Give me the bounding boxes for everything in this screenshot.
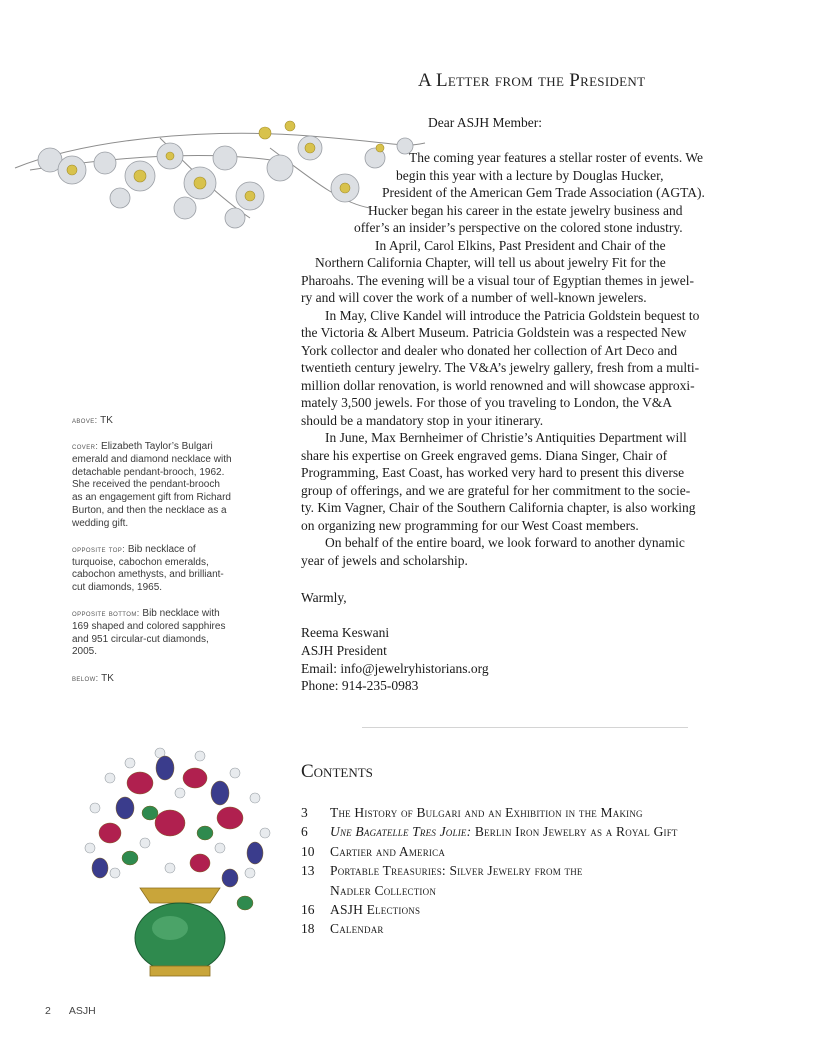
toc-item[interactable] bbox=[301, 805, 771, 824]
caption-text: TK bbox=[98, 672, 114, 684]
toc-title-rest: Berlin Iron Jewelry as a Royal Gift bbox=[471, 824, 678, 840]
caption-label: opposite top: bbox=[72, 543, 126, 554]
caption-label: opposite bottom: bbox=[72, 608, 140, 619]
caption-above bbox=[72, 414, 232, 428]
letter-line: Pharoahs. The evening will be a visual tour of Egyptian themes in jewel- bbox=[301, 272, 695, 288]
table-of-contents bbox=[301, 805, 771, 941]
image-captions bbox=[72, 414, 232, 698]
letter-line: President of the American Gem Trade Association (AGTA). bbox=[382, 185, 705, 200]
toc-item[interactable] bbox=[301, 921, 771, 940]
caption-label: above: bbox=[72, 415, 98, 425]
caption-text: Bib necklace of turquoise, cabochon emeralds, cabochon amethysts, and brilliant-cut diamonds, 1965. bbox=[72, 543, 224, 593]
publication-name: ASJH bbox=[68, 1005, 96, 1017]
toc-title bbox=[330, 824, 678, 840]
letter-line: the Victoria & Albert Museum. Patricia Goldstein was a respected New bbox=[301, 325, 687, 340]
letter-line: mately 3,500 jewels. For those of you traveling to London, the V&A bbox=[301, 395, 672, 410]
toc-title: Nadler Collection bbox=[330, 882, 437, 898]
letter-line: million dollar renovation, is world renowned and will showcase approxi- bbox=[301, 377, 695, 393]
toc-title: ASJH Elections bbox=[330, 901, 421, 917]
letter-line: In May, Clive Kandel will introduce the Patricia Goldstein bequest to bbox=[325, 307, 700, 323]
letter-line: year of jewels and scholarship. bbox=[301, 552, 468, 568]
toc-item[interactable] bbox=[301, 902, 771, 921]
letter-line: The coming year features a stellar roster of events. We bbox=[409, 150, 704, 165]
gem-bouquet-brooch-image bbox=[70, 738, 290, 978]
letter-line: ry and will cover the work of a number of well-known jewelers. bbox=[301, 290, 647, 305]
toc-page-number: 18 bbox=[301, 921, 315, 937]
caption-text: Bib necklace with 169 shaped and colored sapphires and 951 circular-cut diamonds, 2005. bbox=[72, 608, 226, 658]
page-number: 2 bbox=[45, 1005, 51, 1017]
caption-text: TK bbox=[97, 415, 113, 426]
letter-line: should be a mandatory stop in your itinerary. bbox=[301, 412, 544, 428]
signature-block bbox=[301, 624, 489, 695]
toc-title: Calendar bbox=[330, 921, 384, 937]
letter-line: begin this year with a lecture by Douglas Hucker, bbox=[396, 167, 664, 183]
toc-title: The History of Bulgari and an Exhibition in the Making bbox=[330, 805, 643, 820]
caption-cover bbox=[72, 440, 232, 530]
toc-title: Portable Treasuries: Silver Jewelry from the bbox=[330, 863, 583, 879]
caption-below bbox=[72, 672, 232, 686]
letter-line: Programming, East Coast, has worked very hard to present this diverse bbox=[301, 465, 685, 480]
toc-page-number: 3 bbox=[301, 805, 308, 820]
signature-name: Reema Keswani bbox=[301, 625, 390, 640]
toc-page-number: 13 bbox=[301, 863, 315, 879]
letter-title: A Letter from the President bbox=[418, 70, 646, 91]
letter-line: ty. Kim Vagner, Chair of the Southern California chapter, is also working bbox=[301, 500, 696, 515]
caption-label: cover: bbox=[72, 441, 99, 452]
letter-salutation: Dear ASJH Member: bbox=[428, 115, 542, 130]
toc-page-number: 16 bbox=[301, 901, 315, 917]
toc-item[interactable] bbox=[301, 824, 771, 843]
contents-title: Contents bbox=[301, 761, 373, 782]
signature-email[interactable]: Email: info@jewelryhistorians.org bbox=[301, 660, 489, 676]
letter-line: on organizing new programming for our West Coast members. bbox=[301, 517, 639, 533]
letter-closing: Warmly, bbox=[301, 590, 347, 605]
toc-page-number: 6 bbox=[301, 824, 308, 840]
letter-line: share his expertise on Greek engraved gems. Diana Singer, Chair of bbox=[301, 447, 668, 463]
section-divider bbox=[362, 727, 688, 728]
letter-line: York collector and dealer who donated her collection of Art Deco and bbox=[301, 342, 678, 358]
toc-title: Cartier and America bbox=[330, 843, 446, 859]
letter-line: Hucker began his career in the estate jewelry business and bbox=[368, 202, 683, 218]
letter-line: offer’s an insider’s perspective on the colored stone industry. bbox=[354, 220, 683, 235]
letter-line: On behalf of the entire board, we look forward to another dynamic bbox=[325, 535, 685, 550]
toc-title-italic: Une Bagatelle Tres Jolie: bbox=[330, 824, 472, 840]
page-footer bbox=[45, 1005, 96, 1017]
caption-opposite-top bbox=[72, 543, 232, 595]
signature-role: ASJH President bbox=[301, 642, 387, 658]
letter-line: twentieth century jewelry. The V&A’s jewelry gallery, fresh from a multi- bbox=[301, 360, 700, 375]
caption-text: Elizabeth Taylor’s Bulgari emerald and diamond necklace with detachable pendant-brooch, 1962. She received the pendant-brooch as an engagement gift from Richard Burton, and then the necklace as a wedding gift. bbox=[72, 441, 232, 529]
letter-line: group of offerings, and we are grateful for her commitment to the socie- bbox=[301, 482, 691, 498]
caption-label: below: bbox=[72, 672, 99, 683]
letter-line: In June, Max Bernheimer of Christie’s Antiquities Department will bbox=[325, 430, 687, 445]
letter-line: Northern California Chapter, will tell us about jewelry Fit for the bbox=[315, 255, 666, 270]
toc-item-continuation[interactable] bbox=[301, 883, 771, 902]
signature-phone: Phone: 914-235-0983 bbox=[301, 678, 419, 694]
toc-page-number: 10 bbox=[301, 843, 315, 859]
toc-item[interactable] bbox=[301, 844, 771, 863]
toc-item[interactable] bbox=[301, 863, 771, 882]
letter-line: In April, Carol Elkins, Past President and Chair of the bbox=[375, 237, 666, 253]
caption-opposite-bottom bbox=[72, 607, 232, 659]
